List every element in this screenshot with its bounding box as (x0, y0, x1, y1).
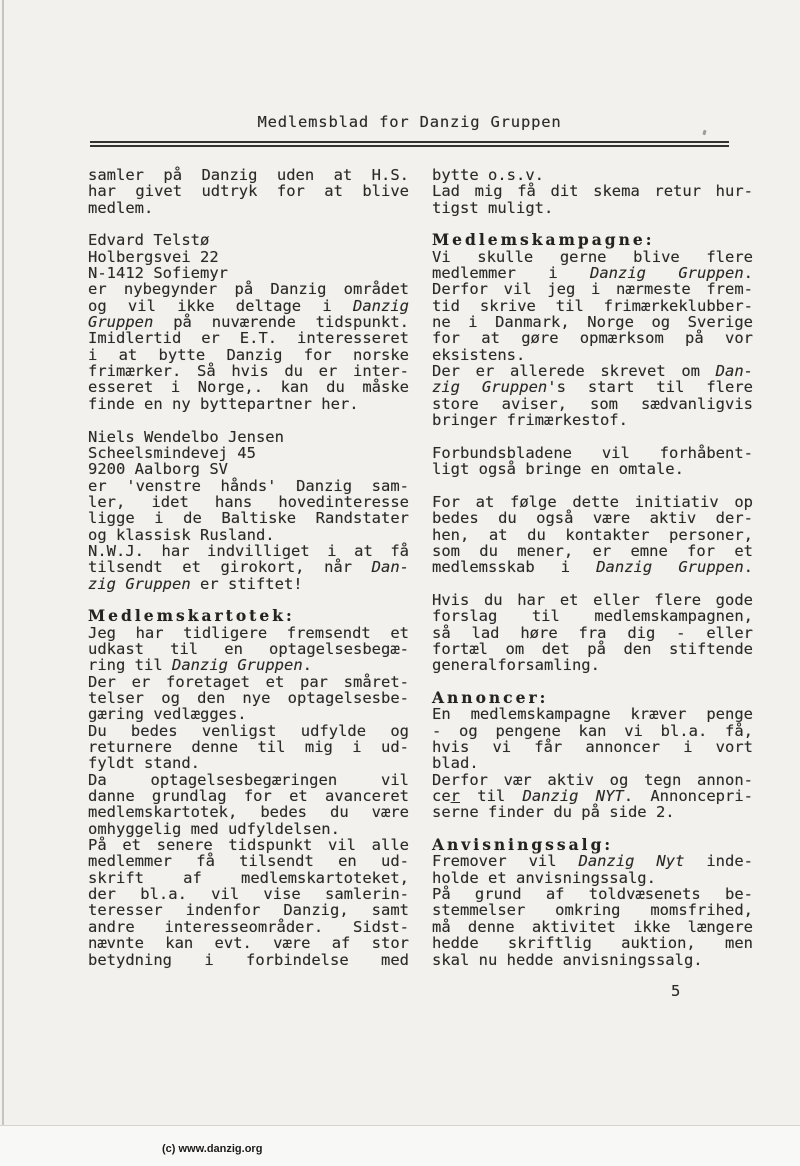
text-line: medlemmer få tilsendt en ud- (88, 852, 409, 871)
text-line: ligt også bringe en omtale. (432, 460, 684, 479)
text-line: er nybegynder på Danzig området (88, 280, 409, 299)
text-line: eksistens. (432, 345, 526, 364)
text-line: hedde skriftlig auktion, men (432, 934, 753, 953)
text-line: ring til Danzig Gruppen. (88, 656, 312, 675)
paragraph (432, 592, 753, 674)
text-line: holde et anvisningssalg. (432, 868, 656, 887)
text-line: Hvis du har et eller flere gode (432, 590, 753, 609)
text-line: tilsendt et girokort, når Dan- (88, 558, 409, 577)
paragraph (88, 232, 409, 412)
scan-edge-line (2, 0, 4, 1125)
text-line: returnere denne til mig i ud- (88, 738, 409, 757)
text-line: medlem. (88, 198, 154, 217)
text-line: frimærker. Så hvis du er inter- (88, 362, 409, 381)
text-line: Scheelsmindevej 45 (88, 443, 256, 462)
text-line: Vi skulle gerne blive flere (432, 247, 753, 266)
text-line: På et senere tidspunkt vil alle (88, 836, 409, 855)
text-line: Imidlertid er E.T. interesseret (88, 329, 409, 348)
text-line: medlemskartotek, bedes du være (88, 803, 409, 822)
section-heading: Medlemskartotek: (88, 606, 295, 626)
header-double-rule (90, 141, 729, 147)
text-line: og klassisk Rusland. (88, 525, 275, 544)
section-heading: Annoncer: (432, 688, 549, 707)
text-line: - og pengene kan vi bl.a. få, (432, 721, 753, 740)
text-line: for at gøre opmærksom på vor (432, 329, 753, 348)
paragraph (88, 429, 409, 592)
text-line: fortæl om det på den stiftende (432, 639, 753, 658)
text-line: Fremover vil Danzig Nyt inde- (432, 852, 753, 871)
text-line: medlemmer i Danzig Gruppen. (432, 264, 753, 283)
paragraph (432, 494, 753, 576)
text-line: er 'venstre hånds' Danzig sam- (88, 476, 409, 495)
text-line: telser og den nye optagelsesbe- (88, 689, 409, 707)
text-line: i at bytte Danzig for norske (88, 345, 409, 364)
text-line: forslag til medlemskampagnen, (432, 607, 753, 626)
text-line: N-1412 Sofiemyr (88, 264, 228, 283)
text-line: tigst muligt. (432, 198, 554, 217)
paragraph (432, 167, 753, 216)
text-line: omhyggelig med udfyldelsen. (88, 819, 340, 838)
text-line: Niels Wendelbo Jensen (88, 427, 284, 446)
text-line: skrift af medlemskartoteket, (88, 868, 409, 887)
section-heading: Medlemskampagne: (432, 230, 655, 250)
text-line: bytte o.s.v. (432, 166, 544, 184)
text-line: På grund af toldvæsenets be- (432, 885, 753, 904)
text-line: andre interesseområder. Sidst- (88, 917, 409, 936)
text-line: og vil ikke deltage i Danzig (88, 296, 409, 315)
text-line: Gruppen på nuværende tidspunkt. (88, 313, 409, 332)
text-line: N.W.J. har indvilliget i at få (88, 541, 409, 560)
text-line: teresser indenfor Danzig, samt (88, 901, 409, 920)
text-line: der bl.a. vil vise samlerin- (88, 885, 409, 904)
paragraph (88, 625, 409, 968)
text-line: hvis vi får annoncer i vort (432, 738, 753, 757)
paper-bottom-margin (0, 1126, 800, 1166)
text-line: Derfor vær aktiv og tegn annon- (432, 770, 753, 789)
text-line: har givet udtryk for at blive (88, 182, 409, 201)
paragraph (432, 706, 753, 820)
text-line: gæring vedlægges. (88, 705, 247, 724)
text-line: Der er allerede skrevet om Dan- (432, 362, 753, 381)
text-line: zig Gruppen's start til flere (432, 378, 753, 397)
text-line: danne grundlag for et avanceret (88, 787, 409, 806)
text-line: Holbergsvei 22 (88, 247, 219, 266)
watermark-copyright: (c) www.danzig.org (162, 1143, 263, 1155)
text-line: stemmelser omkring momsfrihed, (432, 901, 753, 920)
text-line: blad. (432, 754, 479, 773)
text-line: Edvard Telstø (88, 231, 210, 250)
text-line: så lad høre fra dig - eller (432, 623, 753, 642)
text-line: betydning i forbindelse med (88, 950, 409, 969)
text-line: som du mener, er emne for et (432, 541, 753, 560)
text-line: medlemsskab i Danzig Gruppen. (432, 558, 753, 577)
text-line: For at følge dette initiativ op (432, 492, 753, 511)
paragraph (432, 445, 753, 478)
section-heading: Anvisningssalg: (432, 835, 614, 855)
text-line: tid skrive til frimærkeklubber- (432, 296, 753, 315)
text-line: ne i Danmark, Norge og Sverige (432, 313, 753, 332)
text-line: bedes du også være aktiv der- (432, 509, 753, 528)
text-line: serne finder du på side 2. (432, 803, 675, 822)
left-text-column (88, 167, 409, 968)
text-line: zig Gruppen er stiftet! (88, 574, 303, 593)
text-line: hen, at du kontakter personer, (432, 525, 753, 544)
text-line: udkast til en optagelsesbegæ- (88, 639, 409, 658)
text-line: Lad mig få dit skema retur hur- (432, 182, 753, 201)
text-line: store aviser, som sædvanligvis (432, 394, 753, 413)
page-header-title: Medlemsblad for Danzig Gruppen (257, 113, 562, 131)
text-line: Jeg har tidligere fremsendt et (88, 623, 409, 642)
text-line: Du bedes venligst udfylde og (88, 721, 409, 740)
text-line: cer til Danzig NYT. Annoncepri- (432, 787, 753, 806)
paragraph (432, 853, 753, 967)
text-line: esseret i Norge,. kan du måske (88, 378, 409, 397)
text-line: Der er foretaget et par småret- (88, 672, 409, 691)
paragraph (88, 167, 409, 216)
text-line: ler, idet hans hovedinteresse (88, 492, 409, 511)
right-text-column (432, 167, 753, 968)
text-line: En medlemskampagne kræver penge (432, 705, 753, 724)
text-line: Derfor vil jeg i nærmeste frem- (432, 280, 753, 299)
text-line: bringer frimærkestof. (432, 411, 628, 430)
text-line: fyldt stand. (88, 754, 200, 773)
page-number: 5 (671, 982, 681, 1000)
text-line: ligge i de Baltiske Randstater (88, 509, 409, 528)
text-line: finde en ny byttepartner her. (88, 394, 359, 413)
text-line: generalforsamling. (432, 656, 600, 675)
text-line: må denne aktivitet ikke længere (432, 917, 753, 936)
text-line: samler på Danzig uden at H.S. (88, 166, 409, 184)
text-line: nævnte kan evt. være af stor (88, 934, 409, 953)
paragraph (432, 249, 753, 429)
text-line: 9200 Aalborg SV (88, 460, 228, 479)
text-line: Forbundsbladene vil forhåbent- (432, 443, 753, 462)
text-line: Da optagelsesbegæringen vil (88, 770, 409, 789)
text-line: skal nu hedde anvisningssalg. (432, 950, 703, 969)
